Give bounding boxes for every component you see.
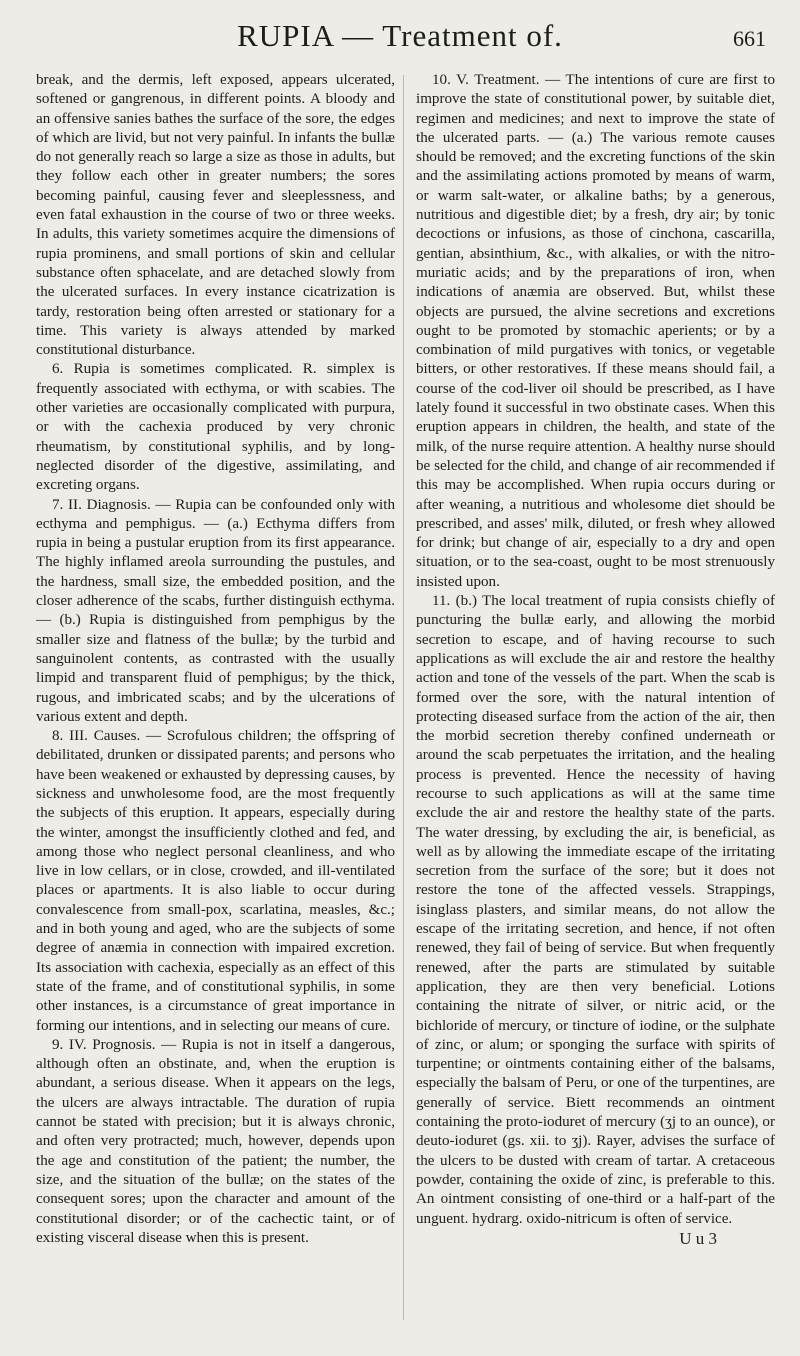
running-head (0, 18, 800, 58)
paragraph: 10. V. Treatment. — The intentions of cure are first to improve the state of constitutional power, by suitable diet, regimen and medicines; and next to improve the state of the ulcerated parts. — (a.) The various remote causes should be removed; and the excreting functions of the skin and the assimilating actions promoted by means of warm, or warm salt-water, or alkaline baths; by a generous, nutritious and digestible diet; by a fresh, dry air; by tonic decoctions or infusions, as those of cinchona, cascarilla, gentian, absinthium, &c., with alkalies, or with the nitro-muriatic acids; and by the preparations of iron, when indications of anæmia are observed. But, whilst these objects are pursued, the alvine secretions and excretions ought to be promoted by stomachic aperients; or by a combination of mild purgatives with tonics, or vegetable bitters, or other restoratives. If these means should fail, a course of the cod-liver oil should be prescribed, as I have lately found it successful in two obstinate cases. When this eruption appears in children, the health, and state of the milk, of the nurse require attention. A healthy nurse should be selected for the child, and change of air recommended if this may be accomplished. When rupia occurs during or after weaning, a nutritious and wholesome diet should be prescribed, and asses' milk, diluted, or fresh whey allowed for drink; but change of air, especially to a dry and open situation, or to the sea-coast, ought to be most strenuously insisted upon. (416, 72, 775, 590)
paragraph: 6. Rupia is sometimes complicated. R. simplex is frequently associated with ecthyma, or with scabies. The other varieties are occasionally complicated with purpura, or with the cachexia produced by very chronic rheumatism, by constitutional syphilis, and by long-neglected disorder of the digestive, assimilating, and excreting organs. (36, 361, 395, 494)
text-columns (36, 71, 775, 1248)
paragraph: 9. IV. Prognosis. — Rupia is not in itself a dangerous, although often an obstinate, and, when the eruption is abundant, a serious disease. When it appears on the legs, the ulcers are always intractable. The duration of rupia cannot be stated with precision; but it is always chronic, and often very protracted; much, however, depends upon the age and constitution of the patient; the number, the size, and the situation of the bullæ; on the states of the consequent sores; upon the character and amount of the constitutional disorder; or of the cachectic taint, or of existing visceral disease when this is present. (36, 1036, 395, 1246)
page-header-title: RUPIA — Treatment of. (237, 18, 563, 53)
paragraph: 8. III. Causes. — Scrofulous children; the offspring of debilitated, drunken or dissipated parents; and persons who have been weakened or exhausted by depressing causes, by sickness and unwholesome food, are the most frequently the subjects of this eruption. It appears, especially during the winter, amongst the insufficiently clothed and fed, and among those who neglect personal cleanliness, and who live in low cellars, or in close, crowded, and ill-ventilated places or apartments. It is also liable to occur during convalescence from small-pox, scarlatina, measles, &c.; and in both young and aged, who are the subjects of some degree of anæmia in connection with impaired excretion. Its association with cachexia, especially as an effect of this state of the frame, and of constitutional syphilis, in some other instances, is a circumstance of great importance in forming our intentions, and in selecting our means of cure. (36, 728, 395, 1034)
left-column (36, 71, 395, 1248)
page-number: 661 (733, 26, 766, 51)
paragraph: break, and the dermis, left exposed, appears ulcerated, softened or gangrenous, in different points. A bloody and an offensive sanies bathes the surface of the sore, the edges of which are livid, but not very painful. In infants the bullæ do not generally reach so large a size as those in adults, but they follow each other in greater numbers; the sores becoming painful, causing fever and sleeplessness, and even fatal exhaustion in the course of two or three weeks. In adults, this variety sometimes acquire the dimensions of rupia prominens, and small portions of skin and cellular substance often sphacelate, and are detached slowly from the ulcerated surfaces. In every instance cicatrization is tardy, restoration being often arrested or stationary for a time. This variety is always attended by marked constitutional disturbance. (36, 72, 395, 359)
paragraph: 7. II. Diagnosis. — Rupia can be confounded only with ecthyma and pemphigus. — (a.) Ecthyma differs from rupia in being a pustular eruption from its first appearance. The highly inflamed areola surrounding the pustules, and the hardness, small size, the embedded position, and the closer adherence of the scabs, further distinguish ecthyma. — (b.) Rupia is distinguished from pemphigus by the smaller size and flatness of the bullæ; by the turbid and sanguinolent contents, as contrasted with the usually limpid and transparent fluid of pemphigus; by the thick, rugous, and imbricated scabs; and by the ulcerations of various extent and depth. (36, 496, 395, 725)
paragraph: 11. (b.) The local treatment of rupia consists chiefly of puncturing the bullæ early, and allowing the morbid secretion to escape, and of having recourse to such applications as will exclude the air and restore the healthy action and tone of the vessels of the part. When the scab is formed over the sore, with the natural intention of protecting diseased surface from the action of the air, then the morbid secretion thereby confined underneath or around the scab perpetuates the irritation, and the healing process is prevented. Hence the necessity of having recourse to such applications as will at the same time exclude the air and restore the healthy state of the parts. The water dressing, by excluding the air, is beneficial, as well as by allowing the immediate escape of the irritating secretion from the surface of the sore; but it does not restore the tone of the affected vessels. Strappings, isinglass plasters, and similar means, do not allow the escape of the irritating secretion, and hence, if not often renewed, they fail of being of service. But when frequently renewed, after the parts are stimulated by suitable application, they are then very beneficial. Lotions containing the nitrate of silver, or nitric acid, or the bichloride of mercury, or tincture of iodine, or the sulphate of zinc, or alum; or sponging the surface with spirits of turpentine; or ointments containing either of the balsams, especially the balsam of Peru, or one of the turpentines, are generally of service. Biett recommends an ointment containing the proto-ioduret of mercury (ʒj to an ounce), or deuto-ioduret (gs. xii. to ʒj). Rayer, advises the surface of the ulcers to be dusted with cream of tartar. A cretaceous powder, containing the oxide of zinc, is preferable to this. An ointment consisting of one-third or a half-part of the unguent. hydrarg. oxido-nitricum is often of service. (416, 593, 775, 1227)
right-column (416, 71, 775, 1248)
signature-mark: U u 3 (679, 1228, 717, 1248)
